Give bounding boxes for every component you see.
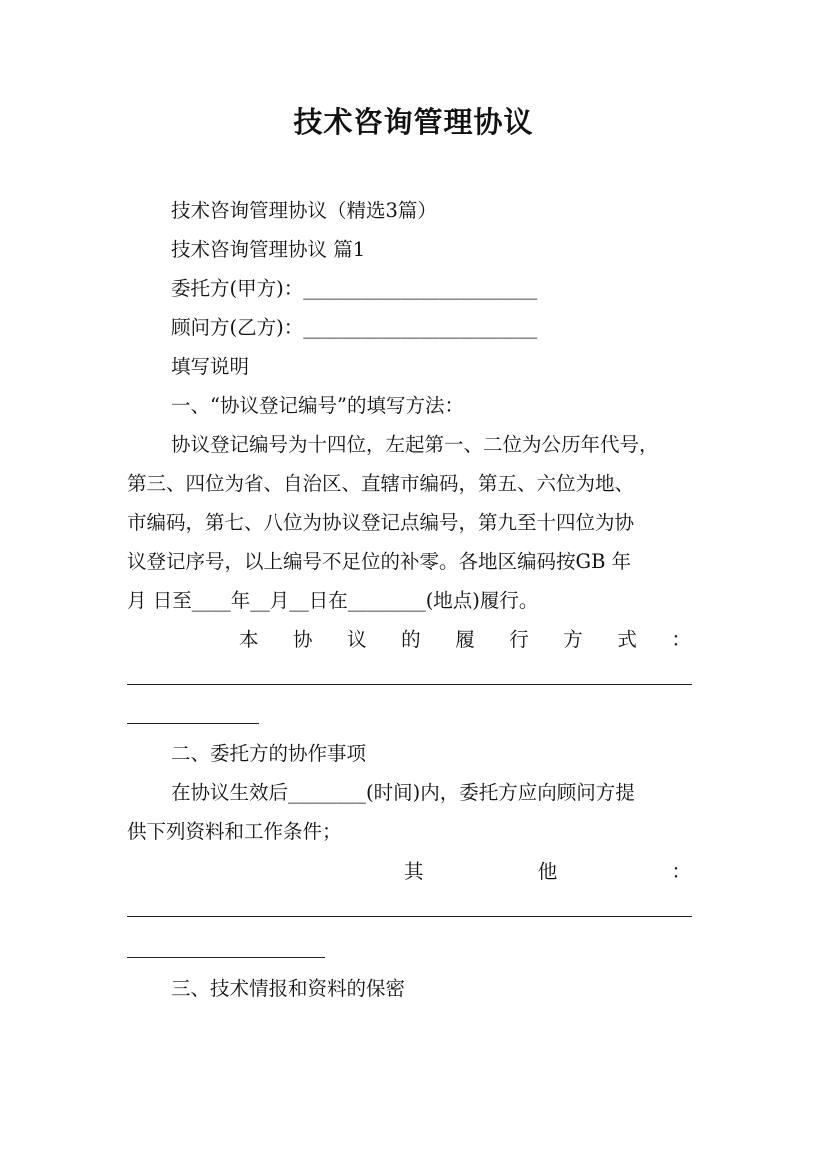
paragraph-line: 市编码，第七、八位为协议登记点编号，第九至十四位为协 [127,511,635,534]
paragraph-line: 协议登记编号为十四位，左起第一、二位为公历年代号， [171,433,659,456]
item-one-heading: 一、“协议登记编号”的填写方法： [171,394,464,417]
other-line [404,858,691,886]
char: 其 [404,860,424,883]
blank-underline [127,684,692,685]
char: ： [671,860,691,883]
section-heading: 技术咨询管理协议 篇1 [171,238,366,261]
char: ： [671,628,691,651]
char: 式 [617,628,637,651]
consultant-party-line: 顾问方(乙方)：________________________ [171,316,538,339]
paragraph-line: 第三、四位为省、自治区、直辖市编码，第五、六位为地、 [127,472,635,495]
paragraph-line: 月 日至____年__月__日在________(地点)履行。 [127,589,539,612]
char: 议 [347,628,367,651]
page-title: 技术咨询管理协议 [293,105,534,139]
blank-underline [127,916,692,917]
char: 协 [293,628,313,651]
char: 方 [563,628,583,651]
paragraph-line: 供下列资料和工作条件； [127,820,342,843]
char: 行 [509,628,529,651]
item-two-heading: 二、委托方的协作事项 [171,742,367,765]
subtitle-line: 技术咨询管理协议（精选3篇） [171,199,437,222]
char: 本 [239,628,259,651]
client-party-line: 委托方(甲方)：________________________ [171,277,538,300]
blank-underline [127,723,259,724]
paragraph-line: 在协议生效后________(时间)内，委托方应向顾问方提 [171,781,635,804]
char: 的 [401,628,421,651]
paragraph-line: 议登记序号，以上编号不足位的补零。各地区编码按GB 年 [127,550,632,573]
char: 履 [455,628,475,651]
item-three-heading: 三、技术情报和资料的保密 [171,977,406,1000]
performance-method-line [239,626,691,654]
instructions-heading: 填写说明 [171,355,250,378]
char: 他 [537,860,558,883]
blank-underline [127,957,325,958]
